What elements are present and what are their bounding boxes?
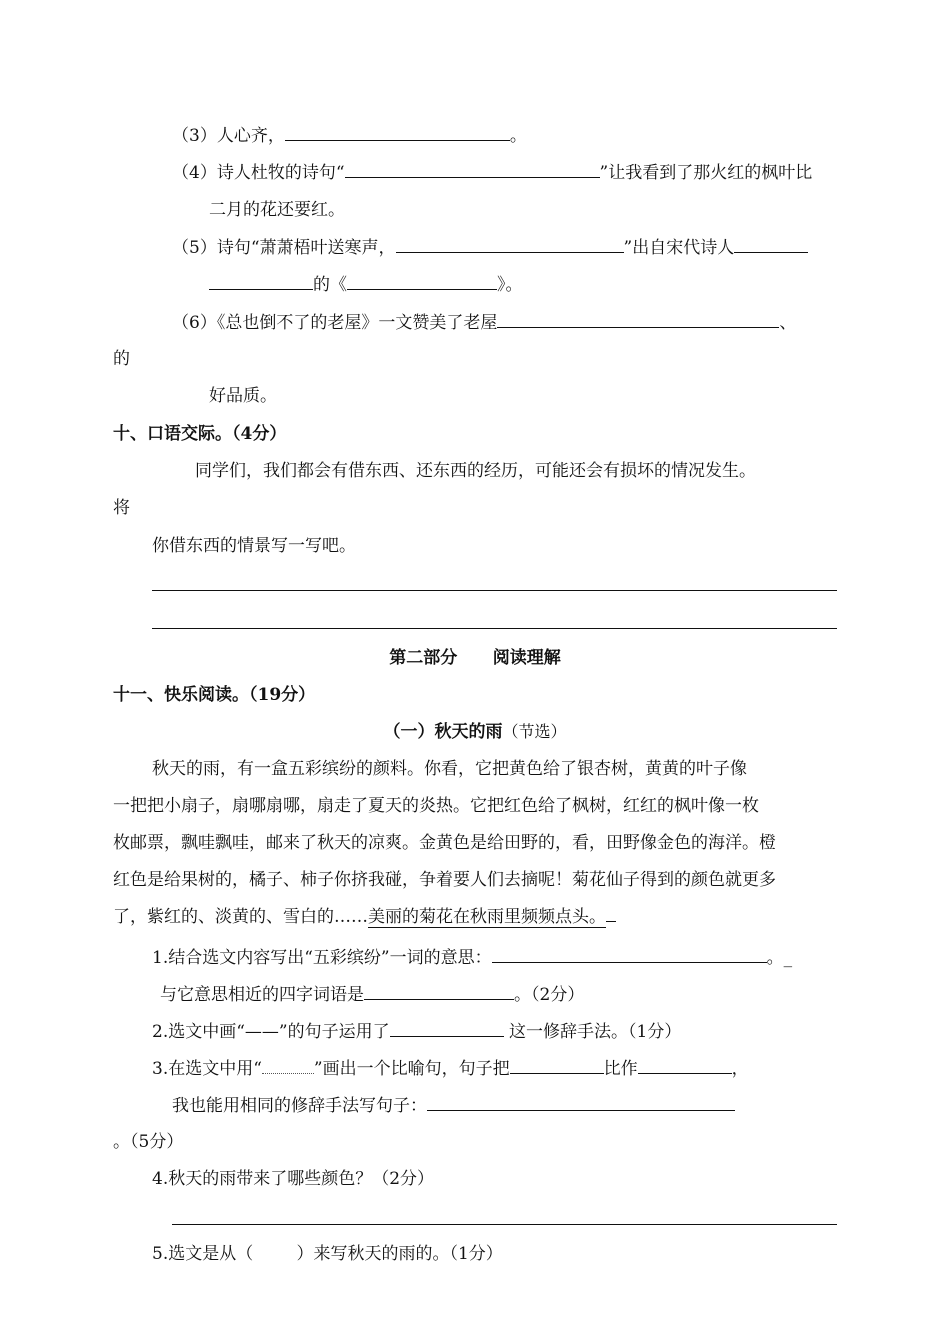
passage-line-3: 枚邮票，飘哇飘哇，邮来了秋天的凉爽。金黄色是给田野的，看，田野像金色的海洋。橙 xyxy=(113,833,776,853)
question-5: 5.选文是从（ ）来写秋天的雨的。（1分） xyxy=(152,1244,503,1264)
fill-item-5: （5）诗句“萧萧梧叶送寒声， ”出自宋代诗人 xyxy=(172,236,808,259)
question-4: 4.秋天的雨带来了哪些颜色？（2分） xyxy=(152,1169,435,1189)
fill-item-6-cont1: 的 xyxy=(113,349,130,369)
section-10-title: 十、口语交际。（4分） xyxy=(113,424,287,444)
answer-blank[interactable] xyxy=(364,983,514,1000)
section-10-para1-wrap: 将 xyxy=(113,498,130,518)
fill-item-4: （4）诗人杜牧的诗句“ ”让我看到了那火红的枫叶比 xyxy=(172,163,813,183)
answer-blank[interactable] xyxy=(390,1020,504,1037)
passage-title: （一）秋天的雨（节选） xyxy=(383,722,567,742)
fill-item-6: （6）《总也倒不了的老屋》一文赞美了老屋 、 xyxy=(172,313,797,333)
question-3-line2: 我也能用相同的修辞手法写句子： xyxy=(172,1094,735,1117)
answer-blank[interactable] xyxy=(345,161,600,178)
answer-blank[interactable] xyxy=(638,1057,732,1074)
section-11-title: 十一、快乐阅读。（19分） xyxy=(113,685,316,705)
answer-blank[interactable] xyxy=(427,1094,735,1111)
fill-item-5-cont: 的《 》。 xyxy=(209,273,523,296)
question-2: 2.选文中画“——”的句子运用了 这一修辞手法。（1分） xyxy=(152,1022,682,1042)
part-2-heading: 第二部分 阅读理解 xyxy=(389,648,561,668)
answer-blank[interactable] xyxy=(209,273,313,290)
answer-blank[interactable] xyxy=(734,236,808,253)
underlined-sentence: 美丽的菊花在秋雨里频频点头。 xyxy=(368,907,606,927)
question-3-line3: 。（5分） xyxy=(113,1132,184,1152)
question-3: 3.在选文中用“ ”画出一个比喻句，句子把 比作 ， xyxy=(152,1059,749,1079)
answer-blank[interactable] xyxy=(347,273,497,290)
answer-blank[interactable] xyxy=(510,1057,604,1074)
fill-item-3: （3）人心齐， 。 xyxy=(172,126,527,146)
answer-blank[interactable] xyxy=(285,124,510,141)
question-1-line2: 与它意思相近的四字词语是 。（2分） xyxy=(160,985,585,1005)
question-1: 1.结合选文内容写出“五彩缤纷”一词的意思： 。_ xyxy=(152,948,793,968)
wavy-line-mark xyxy=(262,1061,314,1074)
fill-item-6-cont2: 好品质。 xyxy=(209,386,277,406)
fill-item-4-cont: 二月的花还要红。 xyxy=(209,200,345,220)
passage-line-5: 了，紫红的、淡黄的、雪白的……美丽的菊花在秋雨里频频点头。 xyxy=(113,906,616,928)
answer-blank[interactable] xyxy=(497,311,779,328)
answer-line[interactable] xyxy=(152,628,837,629)
answer-blank[interactable] xyxy=(396,236,624,253)
answer-line[interactable] xyxy=(172,1224,837,1225)
section-10-para2: 你借东西的情景写一写吧。 xyxy=(152,536,356,556)
section-10-para1: 同学们，我们都会有借东西、还东西的经历，可能还会有损坏的情况发生。 xyxy=(195,461,756,481)
passage-line-1: 秋天的雨，有一盒五彩缤纷的颜料。你看，它把黄色给了银杏树，黄黄的叶子像 xyxy=(152,759,747,779)
passage-line-4: 红色是给果树的，橘子、柿子你挤我碰，争着要人们去摘呢！菊花仙子得到的颜色就更多 xyxy=(113,870,776,890)
passage-line-2: 一把把小扇子，扇哪扇哪，扇走了夏天的炎热。它把红色给了枫树，红红的枫叶像一枚 xyxy=(113,796,759,816)
answer-blank[interactable] xyxy=(492,946,767,963)
answer-line[interactable] xyxy=(152,590,837,591)
